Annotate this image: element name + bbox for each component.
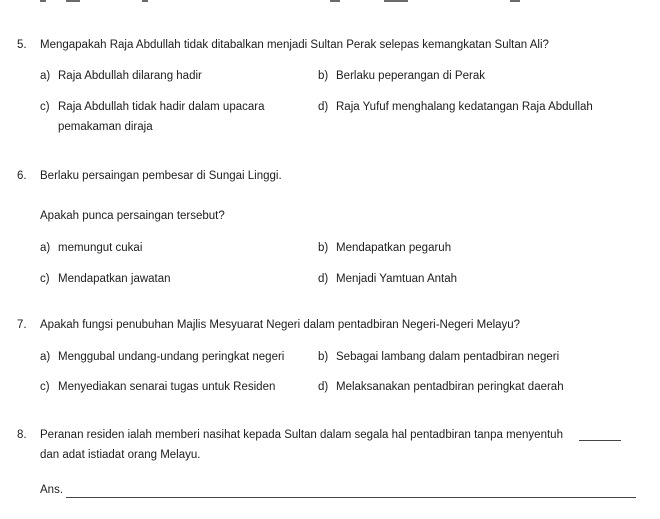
option-label: d) [318, 273, 329, 285]
option-text: Sebagai lambang dalam pentadbiran negeri [336, 351, 560, 363]
option-text: Mendapatkan pegaruh [336, 242, 452, 254]
answer-line[interactable] [66, 497, 636, 498]
question-number: 7. [17, 319, 27, 331]
option-label: a) [40, 242, 51, 254]
fill-in-blank[interactable] [579, 440, 621, 441]
option-label: c) [40, 381, 50, 393]
option-text: Mendapatkan jawatan [58, 273, 171, 285]
question-text: Peranan residen ialah memberi nasihat kepada Sultan dalam segala hal pentadbiran tanpa menyentuh [40, 429, 563, 441]
option-label: b) [318, 242, 329, 254]
option-text: Berlaku peperangan di Perak [336, 70, 485, 82]
option-text: Menggubal undang-undang peringkat negeri [58, 351, 285, 363]
option-label: c) [40, 101, 50, 113]
option-text: Menyediakan senarai tugas untuk Residen [58, 381, 276, 393]
option-text: Menjadi Yamtuan Antah [336, 273, 458, 285]
option-text: Melaksanakan pentadbiran peringkat daerah [336, 381, 564, 393]
question-number: 6. [17, 170, 27, 182]
question-subtext: Apakah punca persaingan tersebut? [40, 210, 225, 222]
option-text-continued: pemakaman diraja [58, 121, 153, 133]
option-label: d) [318, 381, 329, 393]
option-text: Raja Abdullah dilarang hadir [58, 70, 202, 82]
cropped-previous-line [0, 0, 660, 4]
question-number: 5. [17, 39, 27, 51]
question-text: Berlaku persaingan pembesar di Sungai Linggi. [40, 170, 282, 182]
option-text: Raja Abdullah tidak hadir dalam upacara [58, 101, 265, 113]
option-label: a) [40, 351, 51, 363]
option-text: Raja Yufuf menghalang kedatangan Raja Abdullah [336, 101, 593, 113]
option-label: b) [318, 351, 329, 363]
question-text-continued: dan adat istiadat orang Melayu. [40, 449, 201, 461]
option-label: c) [40, 273, 50, 285]
option-label: a) [40, 70, 51, 82]
option-label: b) [318, 70, 329, 82]
answer-label: Ans. [40, 484, 64, 496]
question-number: 8. [17, 429, 27, 441]
question-text: Apakah fungsi penubuhan Majlis Mesyuarat Negeri dalam pentadbiran Negeri-Negeri Melayu? [40, 319, 521, 331]
option-label: d) [318, 101, 329, 113]
question-text: Mengapakah Raja Abdullah tidak ditabalkan menjadi Sultan Perak selepas kemangkatan Sultan Ali? [40, 39, 549, 51]
option-text: memungut cukai [58, 242, 143, 254]
